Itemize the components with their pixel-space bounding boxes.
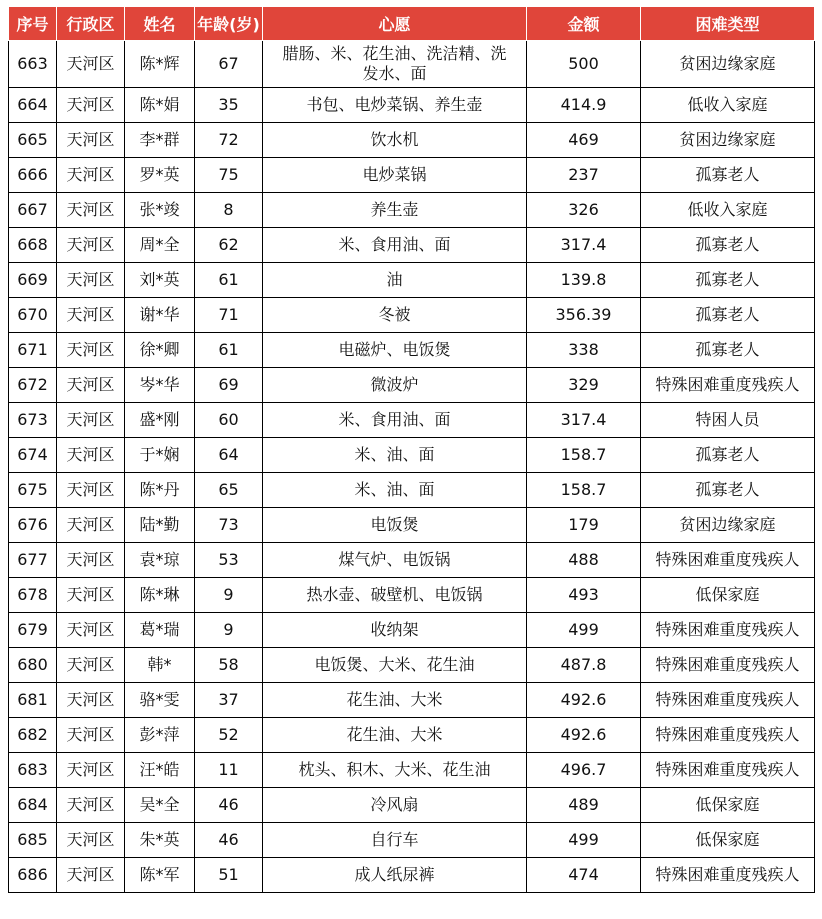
cell-age: 35 <box>195 88 263 123</box>
cell-name: 张*竣 <box>125 193 195 228</box>
cell-hardship-type: 孤寡老人 <box>641 263 815 298</box>
cell-amount: 492.6 <box>527 718 641 753</box>
cell-serial: 677 <box>9 543 57 578</box>
cell-name: 刘*英 <box>125 263 195 298</box>
cell-serial: 676 <box>9 508 57 543</box>
cell-hardship-type: 孤寡老人 <box>641 438 815 473</box>
cell-name: 陈*琳 <box>125 578 195 613</box>
cell-wish: 成人纸尿裤 <box>263 858 527 893</box>
cell-hardship-type: 特殊困难重度残疾人 <box>641 683 815 718</box>
cell-age: 51 <box>195 858 263 893</box>
cell-serial: 678 <box>9 578 57 613</box>
cell-district: 天河区 <box>57 438 125 473</box>
cell-wish: 微波炉 <box>263 368 527 403</box>
cell-age: 61 <box>195 333 263 368</box>
table-row <box>9 753 815 788</box>
cell-district: 天河区 <box>57 88 125 123</box>
cell-amount: 487.8 <box>527 648 641 683</box>
cell-hardship-type: 贫困边缘家庭 <box>641 41 815 88</box>
cell-name: 葛*瑞 <box>125 613 195 648</box>
cell-age: 69 <box>195 368 263 403</box>
table-row <box>9 158 815 193</box>
cell-wish: 电饭煲 <box>263 508 527 543</box>
cell-wish: 花生油、大米 <box>263 718 527 753</box>
cell-serial: 663 <box>9 41 57 88</box>
table-row <box>9 193 815 228</box>
cell-serial: 664 <box>9 88 57 123</box>
cell-serial: 686 <box>9 858 57 893</box>
cell-district: 天河区 <box>57 788 125 823</box>
cell-hardship-type: 孤寡老人 <box>641 473 815 508</box>
cell-amount: 329 <box>527 368 641 403</box>
cell-name: 徐*卿 <box>125 333 195 368</box>
cell-district: 天河区 <box>57 333 125 368</box>
cell-serial: 669 <box>9 263 57 298</box>
cell-district: 天河区 <box>57 403 125 438</box>
cell-name: 韩* <box>125 648 195 683</box>
cell-hardship-type: 特殊困难重度残疾人 <box>641 858 815 893</box>
cell-amount: 489 <box>527 788 641 823</box>
cell-hardship-type: 低保家庭 <box>641 578 815 613</box>
cell-wish: 油 <box>263 263 527 298</box>
table-row <box>9 648 815 683</box>
cell-amount: 493 <box>527 578 641 613</box>
cell-district: 天河区 <box>57 228 125 263</box>
cell-serial: 670 <box>9 298 57 333</box>
cell-wish: 热水壶、破壁机、电饭锅 <box>263 578 527 613</box>
cell-hardship-type: 特殊困难重度残疾人 <box>641 543 815 578</box>
cell-amount: 179 <box>527 508 641 543</box>
cell-hardship-type: 低收入家庭 <box>641 88 815 123</box>
cell-amount: 317.4 <box>527 403 641 438</box>
header-district: 行政区 <box>57 7 125 41</box>
cell-name: 岑*华 <box>125 368 195 403</box>
cell-hardship-type: 孤寡老人 <box>641 228 815 263</box>
cell-serial: 673 <box>9 403 57 438</box>
cell-serial: 685 <box>9 823 57 858</box>
table-row <box>9 613 815 648</box>
table-row <box>9 333 815 368</box>
cell-age: 64 <box>195 438 263 473</box>
cell-age: 9 <box>195 578 263 613</box>
table-body <box>9 41 815 893</box>
cell-age: 71 <box>195 298 263 333</box>
header-age: 年龄(岁) <box>195 7 263 41</box>
cell-age: 62 <box>195 228 263 263</box>
cell-amount: 496.7 <box>527 753 641 788</box>
cell-district: 天河区 <box>57 613 125 648</box>
cell-name: 骆*雯 <box>125 683 195 718</box>
cell-district: 天河区 <box>57 578 125 613</box>
cell-district: 天河区 <box>57 263 125 298</box>
cell-age: 65 <box>195 473 263 508</box>
cell-serial: 674 <box>9 438 57 473</box>
cell-district: 天河区 <box>57 158 125 193</box>
cell-district: 天河区 <box>57 543 125 578</box>
cell-hardship-type: 低收入家庭 <box>641 193 815 228</box>
cell-name: 陈*丹 <box>125 473 195 508</box>
cell-serial: 667 <box>9 193 57 228</box>
cell-district: 天河区 <box>57 823 125 858</box>
cell-hardship-type: 特殊困难重度残疾人 <box>641 753 815 788</box>
cell-age: 73 <box>195 508 263 543</box>
cell-district: 天河区 <box>57 508 125 543</box>
cell-wish: 花生油、大米 <box>263 683 527 718</box>
wish-table <box>8 6 815 893</box>
cell-wish: 收纳架 <box>263 613 527 648</box>
cell-hardship-type: 孤寡老人 <box>641 298 815 333</box>
cell-hardship-type: 贫困边缘家庭 <box>641 123 815 158</box>
cell-amount: 499 <box>527 613 641 648</box>
cell-amount: 139.8 <box>527 263 641 298</box>
cell-district: 天河区 <box>57 858 125 893</box>
cell-age: 67 <box>195 41 263 88</box>
cell-wish: 腊肠、米、花生油、洗洁精、洗发水、面 <box>263 41 527 88</box>
cell-district: 天河区 <box>57 193 125 228</box>
table-row <box>9 41 815 88</box>
cell-hardship-type: 贫困边缘家庭 <box>641 508 815 543</box>
cell-district: 天河区 <box>57 298 125 333</box>
cell-wish: 书包、电炒菜锅、养生壶 <box>263 88 527 123</box>
cell-amount: 414.9 <box>527 88 641 123</box>
cell-serial: 672 <box>9 368 57 403</box>
cell-wish: 枕头、积木、大米、花生油 <box>263 753 527 788</box>
cell-age: 60 <box>195 403 263 438</box>
cell-name: 陈*军 <box>125 858 195 893</box>
cell-wish: 电炒菜锅 <box>263 158 527 193</box>
cell-amount: 237 <box>527 158 641 193</box>
cell-name: 盛*刚 <box>125 403 195 438</box>
cell-serial: 671 <box>9 333 57 368</box>
cell-age: 53 <box>195 543 263 578</box>
table-header <box>9 7 815 41</box>
cell-wish: 养生壶 <box>263 193 527 228</box>
cell-name: 李*群 <box>125 123 195 158</box>
table-row <box>9 88 815 123</box>
cell-hardship-type: 孤寡老人 <box>641 333 815 368</box>
table-row <box>9 683 815 718</box>
cell-serial: 680 <box>9 648 57 683</box>
table-row <box>9 123 815 158</box>
cell-name: 陆*勤 <box>125 508 195 543</box>
header-wish: 心愿 <box>263 7 527 41</box>
table-row <box>9 858 815 893</box>
cell-age: 72 <box>195 123 263 158</box>
header-serial: 序号 <box>9 7 57 41</box>
cell-hardship-type: 特殊困难重度残疾人 <box>641 613 815 648</box>
cell-amount: 356.39 <box>527 298 641 333</box>
header-hardship-type: 困难类型 <box>641 7 815 41</box>
table-row <box>9 263 815 298</box>
cell-wish: 煤气炉、电饭锅 <box>263 543 527 578</box>
table-row <box>9 578 815 613</box>
header-row <box>9 7 815 41</box>
table-row <box>9 368 815 403</box>
cell-district: 天河区 <box>57 648 125 683</box>
cell-amount: 469 <box>527 123 641 158</box>
cell-wish: 电磁炉、电饭煲 <box>263 333 527 368</box>
table-row <box>9 508 815 543</box>
cell-wish: 自行车 <box>263 823 527 858</box>
table-row <box>9 718 815 753</box>
cell-wish: 米、油、面 <box>263 473 527 508</box>
cell-serial: 675 <box>9 473 57 508</box>
cell-wish: 米、食用油、面 <box>263 403 527 438</box>
cell-name: 汪*皓 <box>125 753 195 788</box>
wish-table-sheet <box>8 6 815 893</box>
cell-name: 于*娴 <box>125 438 195 473</box>
cell-name: 彭*萍 <box>125 718 195 753</box>
cell-hardship-type: 特殊困难重度残疾人 <box>641 718 815 753</box>
table-row <box>9 788 815 823</box>
cell-amount: 488 <box>527 543 641 578</box>
cell-serial: 668 <box>9 228 57 263</box>
cell-district: 天河区 <box>57 473 125 508</box>
table-row <box>9 543 815 578</box>
table-row <box>9 823 815 858</box>
cell-hardship-type: 低保家庭 <box>641 823 815 858</box>
cell-district: 天河区 <box>57 368 125 403</box>
cell-name: 陈*辉 <box>125 41 195 88</box>
table-row <box>9 473 815 508</box>
cell-amount: 326 <box>527 193 641 228</box>
cell-serial: 666 <box>9 158 57 193</box>
cell-age: 46 <box>195 788 263 823</box>
cell-amount: 158.7 <box>527 473 641 508</box>
cell-serial: 665 <box>9 123 57 158</box>
cell-hardship-type: 特殊困难重度残疾人 <box>641 368 815 403</box>
cell-hardship-type: 孤寡老人 <box>641 158 815 193</box>
cell-wish: 冷风扇 <box>263 788 527 823</box>
cell-age: 75 <box>195 158 263 193</box>
cell-amount: 500 <box>527 41 641 88</box>
cell-serial: 683 <box>9 753 57 788</box>
cell-serial: 682 <box>9 718 57 753</box>
cell-serial: 681 <box>9 683 57 718</box>
cell-age: 61 <box>195 263 263 298</box>
cell-name: 周*全 <box>125 228 195 263</box>
cell-serial: 679 <box>9 613 57 648</box>
cell-name: 陈*娟 <box>125 88 195 123</box>
cell-amount: 474 <box>527 858 641 893</box>
header-name: 姓名 <box>125 7 195 41</box>
cell-hardship-type: 低保家庭 <box>641 788 815 823</box>
cell-district: 天河区 <box>57 123 125 158</box>
cell-wish: 电饭煲、大米、花生油 <box>263 648 527 683</box>
cell-name: 袁*琼 <box>125 543 195 578</box>
cell-age: 46 <box>195 823 263 858</box>
cell-wish: 饮水机 <box>263 123 527 158</box>
cell-age: 52 <box>195 718 263 753</box>
cell-wish: 冬被 <box>263 298 527 333</box>
cell-age: 9 <box>195 613 263 648</box>
cell-wish: 米、食用油、面 <box>263 228 527 263</box>
table-row <box>9 403 815 438</box>
cell-hardship-type: 特困人员 <box>641 403 815 438</box>
cell-amount: 338 <box>527 333 641 368</box>
cell-district: 天河区 <box>57 41 125 88</box>
cell-age: 37 <box>195 683 263 718</box>
table-row <box>9 298 815 333</box>
cell-age: 8 <box>195 193 263 228</box>
cell-serial: 684 <box>9 788 57 823</box>
cell-age: 58 <box>195 648 263 683</box>
cell-name: 朱*英 <box>125 823 195 858</box>
cell-amount: 317.4 <box>527 228 641 263</box>
cell-age: 11 <box>195 753 263 788</box>
cell-wish: 米、油、面 <box>263 438 527 473</box>
header-amount: 金额 <box>527 7 641 41</box>
cell-amount: 499 <box>527 823 641 858</box>
table-row <box>9 438 815 473</box>
cell-amount: 158.7 <box>527 438 641 473</box>
cell-district: 天河区 <box>57 753 125 788</box>
cell-district: 天河区 <box>57 683 125 718</box>
cell-name: 吴*全 <box>125 788 195 823</box>
cell-district: 天河区 <box>57 718 125 753</box>
table-row <box>9 228 815 263</box>
cell-name: 罗*英 <box>125 158 195 193</box>
cell-amount: 492.6 <box>527 683 641 718</box>
cell-name: 谢*华 <box>125 298 195 333</box>
cell-hardship-type: 特殊困难重度残疾人 <box>641 648 815 683</box>
